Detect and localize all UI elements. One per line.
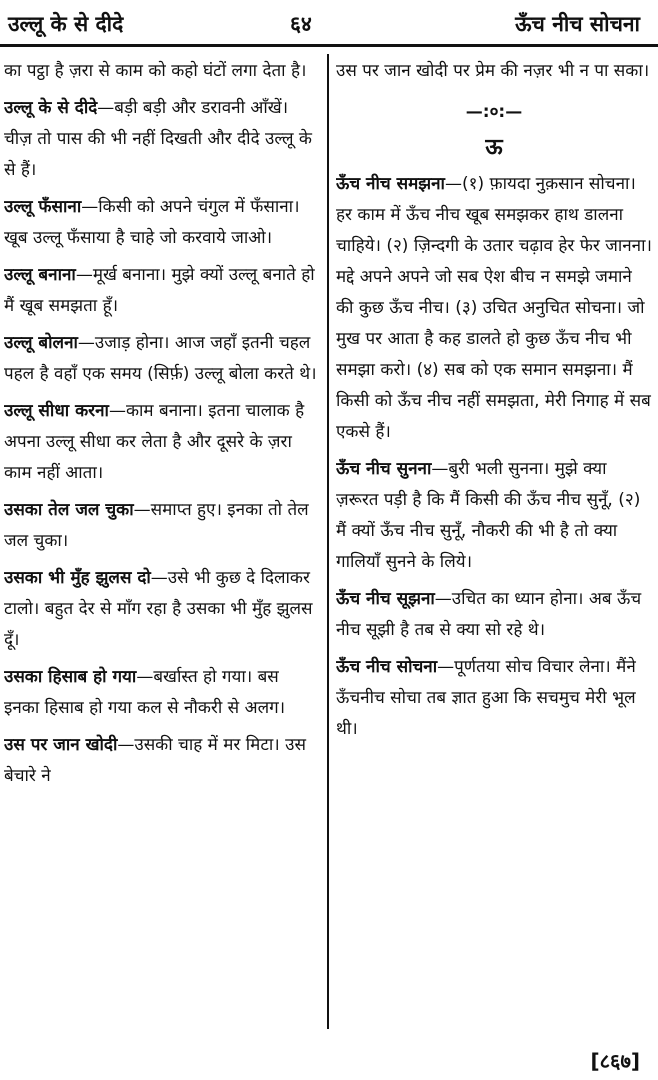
entry-definition: —(१) फ़ायदा नुक़सान सोचना। हर काम में ऊँच नीच खूब समझकर हाथ डालना चाहिये। (२) ज़िन्दगी के उतार चढ़ाव हेर फेर जानना। मद्दे अपने अपने जो सब ऐश बीच न समझे जमाने की कुछ ऊँच नीच। (३) उचित अनुचित सोचना। जो मुख पर आता है कह डालते हो कुछ ऊँच नीच भी समझा करो। (४) सब को एक समान समझना। मैं किसी को ऊँच नीच नहीं समझता, मेरी निगाह में सब एकसे हैं। [336, 174, 652, 442]
dictionary-entry [336, 169, 652, 448]
dictionary-entry [336, 584, 652, 646]
entry-definition: —समाप्त हुए। इनका तो तेल जल चुका। [4, 500, 309, 551]
running-header [0, 0, 658, 44]
entry-headword: ऊँच नीच समझना [336, 174, 445, 194]
entry-definition: —पूर्णतया सोच विचार लेना। मैंने ऊँचनीच सोचा तब ज्ञात हुआ कि सचमुच मेरी भूल थी। [336, 657, 636, 739]
entry-definition: —किसी को अपने चंगुल में फँसाना। खूब उल्लू फँसाया है चाहे जो करवाये जाओ। [4, 197, 300, 248]
entry-headword: उल्लू बनाना [4, 265, 76, 285]
page-code: [८६७] [590, 1049, 640, 1073]
entry-headword: उल्लू फँसाना [4, 197, 82, 217]
dictionary-entry [4, 563, 319, 656]
right-column [336, 56, 652, 1040]
entry-definition: —उचित का ध्यान होना। अब ऊँच नीच सूझी है तब से क्या सो रहे थे। [336, 589, 642, 640]
page-number: ६४ [290, 12, 312, 36]
section-letter: ऊ [485, 135, 503, 160]
dictionary-entry [4, 730, 319, 792]
header-right-guideword: ऊँच नीच सोचना [515, 12, 640, 36]
header-left-guideword: उल्लू के से दीदे [8, 12, 124, 36]
entry-definition: —उजाड़ होना। आज जहाँ इतनी चहल पहल है वहाँ एक समय (सिर्फ़) उल्लू बोला करते थे। [4, 333, 317, 384]
continued-text [4, 56, 319, 87]
dictionary-entry [4, 93, 319, 186]
entry-definition: —बड़ी बड़ी और डरावनी आँखें। चीज़ तो पास की भी नहीं दिखती और दीदे उल्लू के से हैं। [4, 98, 312, 180]
dictionary-entry [4, 396, 319, 489]
entry-definition: —काम बनाना। इतना चालाक है अपना उल्लू सीधा कर लेता है और दूसरे के ज़रा काम नहीं आता। [4, 401, 305, 483]
entry-headword: उल्लू के से दीदे [4, 98, 98, 118]
entry-headword: ऊँच नीच सूझना [336, 589, 435, 609]
entry-headword: ऊँच नीच सोचना [336, 657, 438, 677]
section-separator: —:०:— [465, 102, 523, 122]
entry-headword: उल्लू बोलना [4, 333, 78, 353]
dictionary-entry [4, 192, 319, 254]
entry-headword: उसका भी मुँह झुलस दो [4, 568, 151, 588]
entry-headword: उसका तेल जल चुका [4, 500, 134, 520]
entry-headword: उल्लू सीधा करना [4, 401, 109, 421]
left-column [4, 56, 319, 1040]
dictionary-entry [4, 260, 319, 322]
entry-headword: उस पर जान खोदी [4, 735, 118, 755]
entry-headword: उसका हिसाब हो गया [4, 667, 137, 687]
dictionary-entry [4, 662, 319, 724]
continued-text [336, 56, 652, 87]
dictionary-entry [336, 652, 652, 745]
entry-definition: —उसकी चाह में मर मिटा। उस बेचारे ने [4, 735, 306, 786]
column-divider [327, 54, 329, 1029]
entry-definition: —मूर्ख बनाना। मुझे क्यों उल्लू बनाते हो मैं खूब समझता हूँ। [4, 265, 315, 316]
dictionary-entry [4, 328, 319, 390]
dictionary-entry [4, 495, 319, 557]
entry-headword: ऊँच नीच सुनना [336, 459, 432, 479]
continued-text-body: उस पर जान खोदी पर प्रेम की नज़र भी न पा सका। [336, 61, 650, 81]
dictionary-entry [336, 454, 652, 578]
header-rule [0, 44, 658, 47]
entry-definition: —बुरी भली सुनना। मुझे क्या ज़रूरत पड़ी है कि मैं किसी की ऊँच नीच सुनूँ, (२) मैं क्यों ऊँच नीच सुनूँ, नौकरी की भी है तो क्या गालियाँ सुनने के लिये। [336, 459, 641, 572]
entry-definition: —बर्खास्त हो गया। बस इनका हिसाब हो गया कल से नौकरी से अलग। [4, 667, 286, 718]
entry-definition: —उसे भी कुछ दे दिलाकर टालो। बहुत देर से माँग रहा है उसका भी मुँह झुलस दूँ। [4, 568, 313, 650]
continued-text-body: का पट्ठा है ज़रा से काम को कहो घंटों लगा देता है। [4, 61, 307, 81]
